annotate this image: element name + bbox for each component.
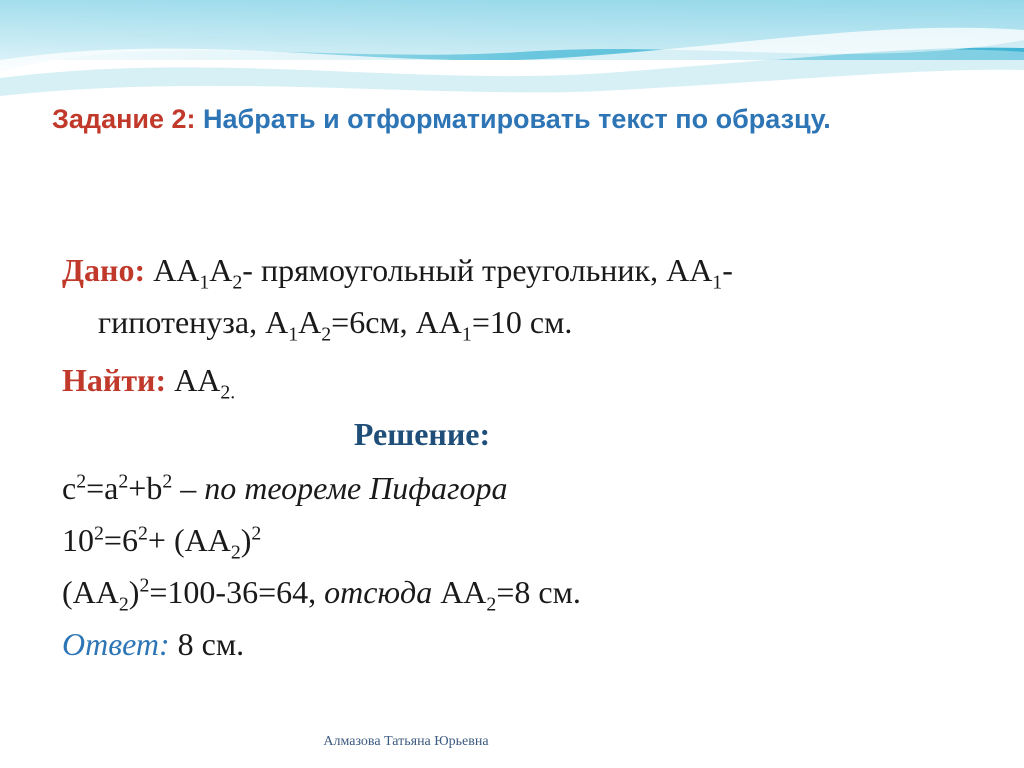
given-line-2: гипотенуза, $А_1А_2=6см$, $АА_1=10$ см. [98,304,573,346]
author-footer: Алмазова Татьяна Юрьевна [323,734,489,749]
title-text: Набрать и отформатировать текст по образцу. [203,104,831,134]
find-line: Найти: $АА_{2.}$ [62,362,236,404]
title-label: Задание 2: [52,104,196,134]
formula-pythagoras: $c^2=a^2+b^2$ – по теореме Пифагора [62,470,508,506]
problem-body [62,244,982,670]
slide-title [52,104,831,135]
solution-heading: Решение: [353,416,491,452]
find-label: Найти: [62,362,167,398]
given-label: Дано: [62,252,146,288]
answer-label: Ответ: [62,626,170,662]
pythagoras-note: – по теореме Пифагора [172,470,508,506]
formula-result: $(АА_2)^2=100-36=64$, отсюда $АА_2=8$ см. [62,574,581,616]
answer-value: 8 см. [169,626,245,662]
answer-line [62,618,982,670]
formula-substitution: $10^2=6^2+ (АА_2)^2$ [62,522,262,564]
given-line-1: Дано: $АА_1А_2-$ прямоугольный треугольник, $АА_1-$ [62,252,733,294]
